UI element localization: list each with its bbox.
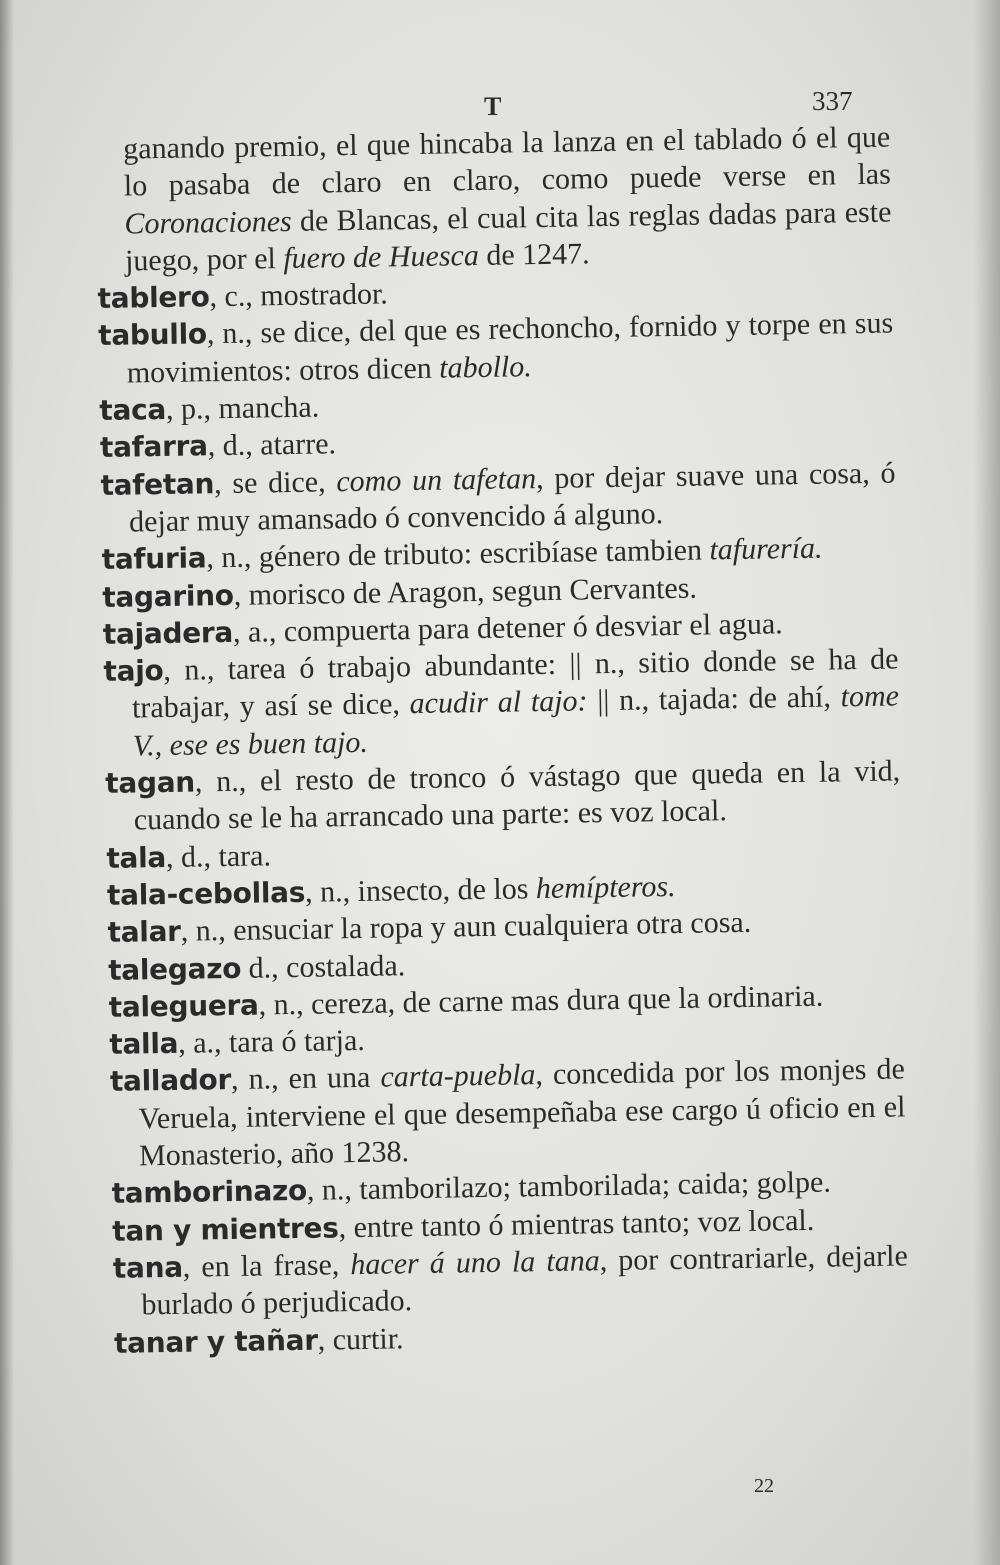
- definition-text: , n., cereza, de carne mas dura que la ordinaria.: [258, 979, 824, 1022]
- italic-phrase: fuero de Huesca: [283, 238, 480, 275]
- dictionary-body: [95, 119, 909, 1362]
- definition-text: , a., tara ó tarja.: [177, 1024, 366, 1060]
- italic-phrase: Coronaciones: [124, 204, 292, 241]
- continued-entry: [95, 119, 892, 281]
- headword: taca: [99, 392, 167, 428]
- definition-text: || n., tajada: de ahí,: [587, 680, 841, 718]
- italic-phrase: carta-puebla: [380, 1058, 536, 1095]
- definition-text: de Blancas, el cual cita las reglas dadas para este juego, por el: [124, 195, 892, 278]
- definition-text: , por dejar suave una cosa, ó dejar muy amansado ó convencido á alguno.: [128, 456, 896, 539]
- dictionary-entry: [113, 1237, 909, 1324]
- headword: tajo: [103, 654, 164, 689]
- definition-text: , n., tamborilazo; tamborilada; caida; golpe.: [306, 1165, 832, 1208]
- definition-text: , curtir.: [317, 1321, 404, 1357]
- headword: talla: [109, 1026, 179, 1062]
- definition-text: , n., el resto de tronco ó vástago que queda en la vid, cuando se le ha arrancado una parte: es voz local.: [133, 754, 901, 837]
- headword: tagarino: [102, 578, 234, 614]
- definition-text: , n., en una: [230, 1061, 381, 1097]
- italic-phrase: hacer á uno la tana: [350, 1244, 600, 1282]
- headword: talegazo: [107, 951, 242, 987]
- headword: tafetan: [100, 466, 215, 502]
- definition-text: , p., mancha.: [165, 390, 320, 426]
- dictionary-entry: [103, 641, 900, 765]
- headword: tamborinazo: [111, 1174, 308, 1211]
- definition-text: , n., tarea ó trabajo abundante: || n., sitio donde se ha de trabajar, y así se dice,: [131, 642, 899, 725]
- definition-text: , c., mostrador.: [209, 277, 389, 314]
- definition-text: , concedida por los monjes de Veruela, interviene el que desempeñaba ese cargo ú oficio en el Monasterio, año 1238.: [138, 1052, 906, 1173]
- italic-phrase: tome V., ese es buen tajo.: [132, 679, 900, 763]
- italic-phrase: tafurería.: [709, 531, 823, 567]
- page-number: 337: [812, 86, 853, 116]
- dictionary-entry: [100, 454, 896, 541]
- headword: tana: [112, 1250, 184, 1285]
- definition-text: , en la frase,: [182, 1248, 351, 1284]
- definition-text: , morisco de Aragon, segun Cervantes.: [233, 571, 698, 612]
- italic-phrase: acudir al tajo:: [409, 684, 588, 721]
- headword: tagan: [104, 765, 196, 800]
- dictionary-entry: [98, 305, 894, 392]
- headword: tablero: [97, 280, 210, 316]
- definition-text: , entre tanto ó mientras tanto; voz local.: [338, 1203, 815, 1244]
- section-letter: T: [484, 92, 503, 121]
- definition-text: , a., compuerta para detener ó desviar el agua.: [232, 607, 783, 649]
- definition-text: , por contrariarle, dejarle burlado ó perjudicado.: [141, 1239, 909, 1322]
- italic-phrase: como un tafetan: [336, 461, 537, 498]
- headword: tafuria: [101, 541, 207, 577]
- italic-phrase: hemípteros.: [535, 869, 676, 906]
- definition-text: , n., ensuciar la ropa y aun cualquiera otra cosa.: [180, 906, 752, 948]
- italic-phrase: tabollo.: [438, 349, 532, 385]
- definition-text: , d., atarre.: [207, 427, 337, 463]
- definition-text: , n., género de tributo: escribíase tambien: [206, 533, 710, 575]
- headword: tallador: [109, 1063, 232, 1099]
- printer-signature: 22: [754, 1475, 774, 1497]
- headword: taleguera: [108, 988, 259, 1024]
- definition-text: , n., insecto, de los: [304, 872, 537, 909]
- definition-text: , d., tara.: [165, 838, 272, 874]
- headword: talar: [107, 914, 181, 950]
- dictionary-entry: [110, 1051, 907, 1175]
- dictionary-entry: [105, 752, 901, 839]
- headword: tala-cebollas: [106, 875, 306, 912]
- headword: tafarra: [99, 429, 209, 465]
- headword: tanar y tañar: [113, 1323, 318, 1360]
- headword: tabullo: [97, 317, 208, 353]
- headword: tan y mientres: [112, 1210, 339, 1248]
- headword: tala: [106, 840, 167, 875]
- definition-text: , se dice,: [213, 464, 337, 500]
- definition-text: ganando premio, el que hincaba la lanza en el tablado ó el que lo pasaba de claro en claro, como puede verse en las: [123, 120, 892, 203]
- definition-text: de 1247.: [478, 237, 590, 272]
- definition-text: d., costalada.: [240, 948, 406, 985]
- definition-text: , n., se dice, del que es rechoncho, fornido y torpe en sus movimientos: otros dicen: [126, 306, 894, 390]
- headword: tajadera: [102, 615, 234, 651]
